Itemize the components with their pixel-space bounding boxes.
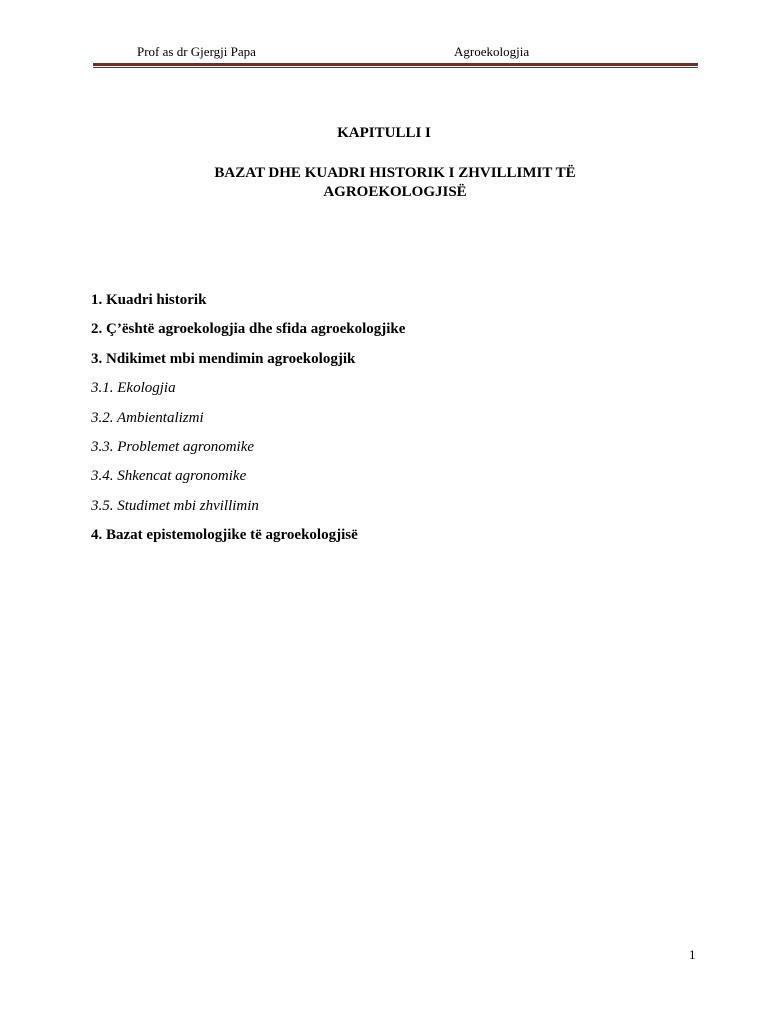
chapter-title bbox=[160, 164, 630, 202]
header-rule-thick bbox=[93, 63, 698, 66]
toc-item: 4. Bazat epistemologjike të agroekologjisë bbox=[91, 527, 358, 544]
table-of-contents bbox=[91, 291, 405, 556]
toc-item: 3.4. Shkencat agronomike bbox=[91, 468, 247, 485]
header-rule-thin bbox=[93, 67, 698, 68]
toc-item: 3. Ndikimet mbi mendimin agroekologjik bbox=[91, 350, 356, 367]
chapter-title-line-1: BAZAT DHE KUADRI HISTORIK I ZHVILLIMIT TË bbox=[214, 165, 576, 181]
header-author: Prof as dr Gjergji Papa bbox=[137, 44, 256, 59]
toc-item: 3.5. Studimet mbi zhvillimin bbox=[91, 497, 259, 514]
toc-item: 1. Kuadri historik bbox=[91, 292, 207, 308]
chapter-label: KAPITULLI I bbox=[337, 125, 431, 141]
toc-item: 3.2. Ambientalizmi bbox=[91, 409, 204, 426]
header-subject: Agroekologjia bbox=[454, 44, 530, 59]
toc-item: 2. Ç’është agroekologjia dhe sfida agroekologjike bbox=[91, 321, 406, 338]
chapter-title-line-2: AGROEKOLOGJISË bbox=[323, 184, 467, 200]
toc-item: 3.1. Ekologjia bbox=[91, 380, 176, 397]
page-number: 1 bbox=[689, 947, 696, 962]
toc-item: 3.3. Problemet agronomike bbox=[91, 438, 255, 455]
